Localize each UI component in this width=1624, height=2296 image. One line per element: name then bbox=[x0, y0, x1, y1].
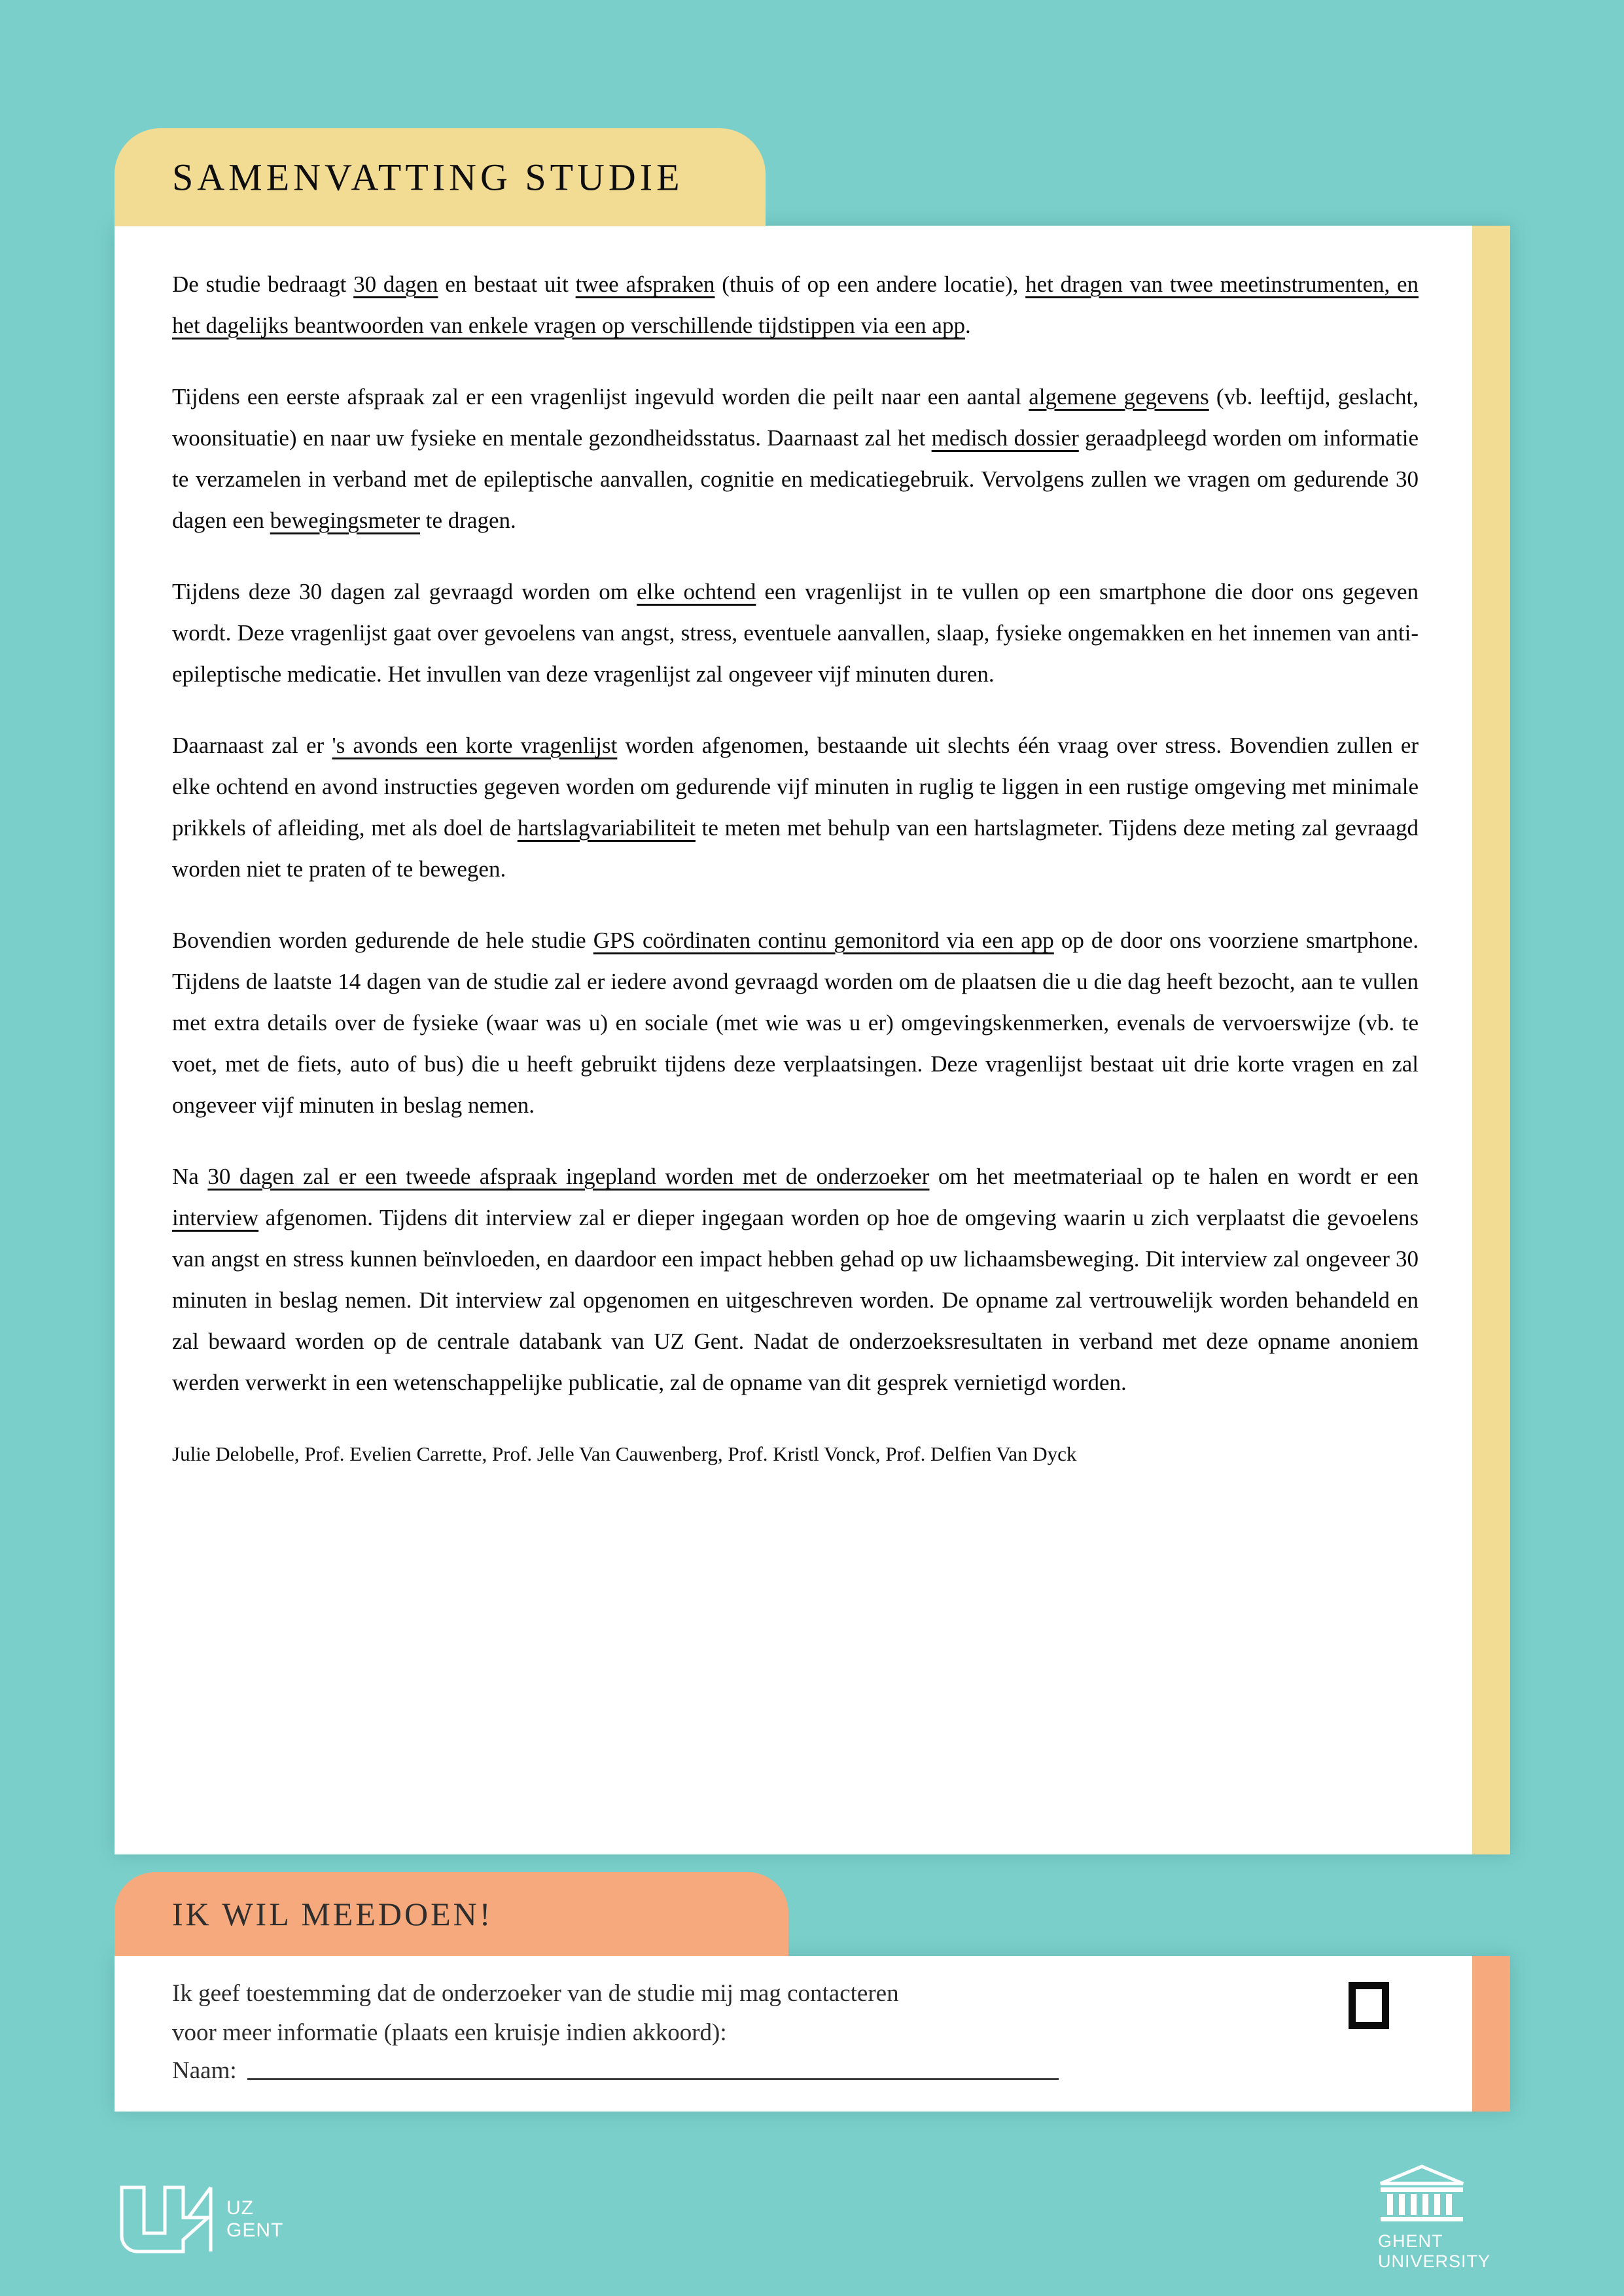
page-title: SAMENVATTING STUDIE bbox=[172, 156, 684, 199]
paragraph-container bbox=[172, 264, 1419, 1403]
text-run: (vb. leeftijd, geslacht, woonsituatie) en naar uw fysieke en mentale gezondheidsstatus. Daarnaast zal het bbox=[172, 384, 1419, 451]
uz-gent-logo-icon bbox=[118, 2183, 216, 2255]
text-run: Daarnaast zal er bbox=[172, 733, 332, 758]
university-building-icon bbox=[1378, 2164, 1466, 2226]
text-run: De studie bedraagt bbox=[172, 271, 354, 297]
main-card-accent-stripe bbox=[1472, 226, 1510, 1854]
text-run: te meten met behulp van een hartslagmeter. Tijdens deze meting zal gevraagd worden niet te praten of te bewegen. bbox=[172, 815, 1419, 882]
ghent-university-logo bbox=[1375, 2164, 1526, 2272]
header-tab bbox=[115, 128, 766, 226]
consent-tab-title: IK WIL MEEDOEN! bbox=[172, 1896, 493, 1932]
name-input-line[interactable] bbox=[247, 2078, 1059, 2080]
uz-gent-logo-text bbox=[226, 2197, 283, 2242]
emphasis-underline: bewegingsmeter bbox=[270, 508, 421, 533]
emphasis-underline: hartslagvariabiliteit bbox=[517, 815, 696, 841]
emphasis-underline: twee afspraken bbox=[575, 271, 715, 297]
text-run: Tijdens deze 30 dagen zal gevraagd worden om bbox=[172, 579, 637, 604]
consent-statement-line-1: Ik geef toestemming dat de onderzoeker van de studie mij mag contacteren bbox=[172, 1980, 899, 2007]
authors-line: Julie Delobelle, Prof. Evelien Carrette, Prof. Jelle Van Cauwenberg, Prof. Kristl Vonck, Prof. Delfien Van Dyck bbox=[172, 1442, 1077, 1465]
consent-card-accent-stripe bbox=[1472, 1956, 1510, 2112]
text-run: te dragen. bbox=[420, 508, 516, 533]
para-3 bbox=[172, 571, 1419, 695]
name-field-label: Naam: bbox=[172, 2057, 237, 2084]
para-1 bbox=[172, 264, 1419, 346]
para-4 bbox=[172, 725, 1419, 890]
text-run: Tijdens een eerste afspraak zal er een vragenlijst ingevuld worden die peilt naar een aantal bbox=[172, 384, 1029, 409]
text-run: afgenomen. Tijdens dit interview zal er dieper ingegaan worden op hoe de omgeving waarin u zich verplaatst die gevoelens van angst en stress kunnen beïnvloeden, en daardoor een impact hebben gehad op uw lichaamsbeweging. Dit interview zal ongeveer 30 minuten in beslag nemen. Dit interview zal opgenomen en uitgeschreven worden. De opname zal vertrouwelijk worden behandeld en zal bewaard worden op de centrale databank van UZ Gent. Nadat de onderzoeksresultaten in verband met deze opname anoniem werden verwerkt in een wetenschappelijke publicatie, zal de opname van dit gesprek vernietigd worden. bbox=[172, 1205, 1419, 1395]
emphasis-underline: 30 dagen zal er een tweede afspraak ingepland worden met de onderzoeker bbox=[207, 1164, 930, 1189]
text-run: op de door ons voorziene smartphone. Tijdens de laatste 14 dagen van de studie zal er iedere avond gevraagd worden om de plaatsen die u die dag heeft bezocht, aan te vullen met extra details over de fysieke (waar was u) en sociale (met wie was u er) omgevingskenmerken, evenals de vervoerswijze (vb. te voet, met de fiets, auto of bus) die u heeft gebruikt tijdens deze verplaatsingen. Deze vragenlijst bestaat uit drie korte vragen en zal ongeveer vijf minuten in beslag nemen. bbox=[172, 928, 1419, 1118]
consent-inner bbox=[172, 1974, 1472, 2088]
text-run: een vragenlijst in te vullen op een smartphone die door ons gegeven wordt. Deze vragenlijst gaat over gevoelens van angst, stress, eventuele aanvallen, slaap, fysieke ongemakken en het innemen van anti-epileptische medicatie. Het invullen van deze vragenlijst zal ongeveer vijf minuten duren. bbox=[172, 579, 1419, 687]
consent-statement-line-2: voor meer informatie (plaats een kruisje indien akkoord): bbox=[172, 2019, 727, 2046]
study-summary-body bbox=[172, 264, 1419, 1469]
text-run: en bestaat uit bbox=[438, 271, 576, 297]
uz-gent-logo-line1: UZ bbox=[226, 2197, 254, 2219]
emphasis-underline: GPS coördinaten continu gemonitord via een app bbox=[593, 928, 1054, 953]
emphasis-underline: medisch dossier bbox=[931, 425, 1079, 451]
emphasis-underline: 's avonds een korte vragenlijst bbox=[332, 733, 618, 758]
uz-gent-logo bbox=[118, 2183, 283, 2255]
text-run: worden afgenomen, bestaande uit slechts één vraag over stress. Bovendien zullen er elke ochtend en avond instructies gegeven worden om gedurende vijf minuten in ruglig te liggen in een rustige omgeving met minimale prikkels of afleiding, met als doel de bbox=[172, 733, 1419, 841]
ghent-university-logo-line2: UNIVERSITY bbox=[1378, 2252, 1491, 2271]
emphasis-underline: het dragen van twee meetinstrumenten, en het dagelijks beantwoorden van enkele vragen op verschillende tijdstippen via een app bbox=[172, 271, 1419, 338]
para-5 bbox=[172, 920, 1419, 1126]
footer bbox=[0, 2146, 1624, 2296]
ghent-university-logo-text bbox=[1378, 2231, 1526, 2272]
ghent-university-logo-line1: GHENT bbox=[1378, 2231, 1443, 2251]
text-run: . bbox=[964, 313, 971, 338]
emphasis-underline: interview bbox=[172, 1205, 259, 1230]
consent-card bbox=[115, 1956, 1510, 2112]
consent-name-row bbox=[172, 2054, 1472, 2088]
main-card bbox=[115, 226, 1510, 1854]
text-run: om het meetmateriaal op te halen en wordt er een bbox=[929, 1164, 1419, 1189]
para-6 bbox=[172, 1156, 1419, 1403]
text-run: (thuis of op een andere locatie), bbox=[715, 271, 1026, 297]
text-run: Na bbox=[172, 1164, 208, 1189]
emphasis-underline: algemene gegevens bbox=[1029, 384, 1209, 409]
consent-checkbox[interactable] bbox=[1349, 1982, 1389, 2029]
emphasis-underline: elke ochtend bbox=[637, 579, 756, 604]
consent-tab bbox=[115, 1872, 788, 1956]
text-run: geraadpleegd worden om informatie te verzamelen in verband met de epileptische aanvallen, cognitie en medicatiegebruik. Vervolgens zullen we vragen om gedurende 30 dagen een bbox=[172, 425, 1419, 533]
emphasis-underline: 30 dagen bbox=[353, 271, 438, 297]
uz-gent-logo-line2: GENT bbox=[226, 2219, 284, 2241]
text-run: Bovendien worden gedurende de hele studie bbox=[172, 928, 593, 953]
para-2 bbox=[172, 376, 1419, 541]
